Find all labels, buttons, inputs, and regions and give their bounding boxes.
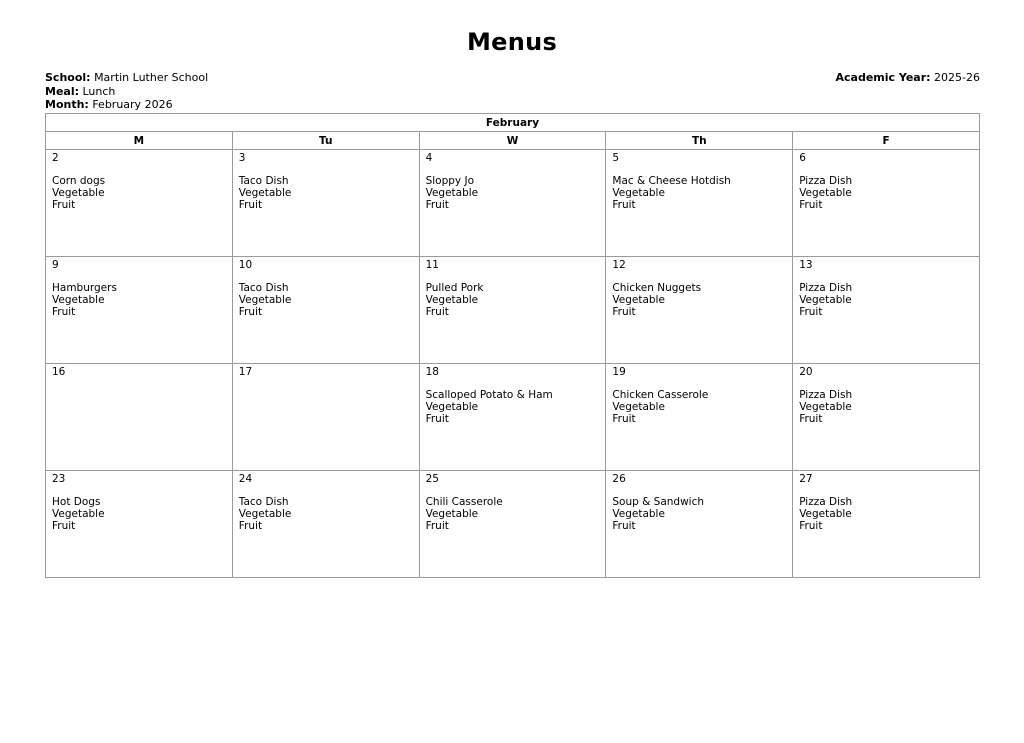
menu-item: Pizza Dish [799, 282, 853, 295]
menu-item: Fruit [425, 412, 449, 425]
day-cell [793, 471, 980, 578]
day-number: 23 [52, 473, 66, 485]
day-number: 17 [238, 366, 253, 378]
menu-item: Fruit [52, 198, 76, 211]
day-number: 4 [425, 152, 433, 164]
menu-item: Mac & Cheese Hotdish [612, 175, 731, 188]
day-number: 3 [238, 152, 246, 164]
menu-item: Fruit [238, 519, 263, 532]
menu-item: Taco Dish [238, 175, 289, 188]
weekday-header: W [419, 132, 606, 150]
menu-item: Fruit [612, 412, 636, 425]
day-number: 13 [799, 259, 813, 271]
menu-item: Vegetable [612, 507, 665, 520]
menu-item: Pizza Dish [799, 175, 853, 188]
menu-item: Hot Dogs [52, 496, 101, 509]
weekday-header: M [46, 132, 233, 150]
day-cell [419, 150, 606, 257]
day-number: 6 [799, 152, 806, 164]
menu-item: Chili Casserole [425, 496, 503, 509]
menu-item: Scalloped Potato & Ham [425, 389, 553, 402]
day-cell [606, 471, 793, 578]
menu-item: Pizza Dish [799, 389, 853, 402]
day-cell [419, 257, 606, 364]
menu-item: Vegetable [799, 293, 852, 306]
day-number: 25 [425, 473, 439, 485]
day-cell [793, 257, 980, 364]
weekday-header: F [793, 132, 980, 150]
menu-calendar [45, 113, 980, 578]
day-number: 18 [425, 366, 439, 378]
menu-item: Fruit [52, 305, 76, 318]
day-cell [232, 257, 419, 364]
day-cell [46, 471, 233, 578]
school-label: School: [45, 71, 91, 84]
day-cell [46, 150, 233, 257]
meal-label: Meal: [45, 84, 79, 98]
day-number: 20 [799, 366, 813, 378]
meal-value: Lunch [82, 84, 116, 98]
week-row [46, 471, 980, 578]
menu-item: Fruit [612, 198, 636, 211]
day-number: 12 [612, 259, 626, 271]
menu-info [45, 71, 208, 112]
day-cell [606, 150, 793, 257]
menu-item: Pulled Pork [425, 282, 484, 295]
menu-item: Pizza Dish [799, 496, 853, 509]
menu-item: Vegetable [799, 186, 852, 199]
menu-item: Corn dogs [52, 175, 106, 188]
day-cell [419, 364, 606, 471]
day-number: 11 [425, 259, 439, 271]
menu-item: Chicken Casserole [612, 389, 709, 402]
calendar-body [46, 150, 980, 578]
menu-item: Fruit [799, 412, 823, 425]
day-number: 27 [799, 473, 813, 485]
day-cell [46, 364, 233, 471]
menu-item: Vegetable [425, 186, 479, 199]
day-number: 5 [612, 152, 620, 164]
menu-item: Vegetable [799, 507, 852, 520]
school-value: Martin Luther School [94, 71, 209, 84]
day-cell [232, 364, 419, 471]
weekday-header: Th [606, 132, 793, 150]
day-number: 9 [52, 259, 59, 271]
menu-item: Vegetable [238, 186, 292, 199]
menu-item: Vegetable [52, 186, 105, 199]
month-row [45, 98, 208, 112]
week-row [46, 150, 980, 257]
menu-item: Vegetable [612, 293, 665, 306]
menu-item: Vegetable [238, 507, 292, 520]
menu-item: Fruit [238, 198, 263, 211]
day-cell [793, 150, 980, 257]
day-cell [232, 150, 419, 257]
day-cell [606, 257, 793, 364]
academic-year [835, 71, 980, 85]
day-cell [793, 364, 980, 471]
day-number: 26 [612, 473, 626, 485]
menu-item: Sloppy Jo [425, 175, 475, 188]
menu-item: Fruit [799, 198, 823, 211]
week-row [46, 364, 980, 471]
menu-item: Taco Dish [238, 282, 289, 295]
menu-item: Fruit [425, 198, 449, 211]
menu-item: Vegetable [238, 293, 292, 306]
menu-item: Soup & Sandwich [612, 496, 705, 509]
weekday-header-row [46, 132, 980, 150]
menu-item: Fruit [425, 519, 449, 532]
day-number: 24 [238, 473, 253, 485]
menu-item: Fruit [52, 519, 76, 532]
menu-item: Taco Dish [238, 496, 289, 509]
menu-item: Vegetable [52, 507, 105, 520]
day-number: 10 [238, 259, 253, 271]
school-row [45, 71, 208, 85]
weekday-header: Tu [232, 132, 419, 150]
menu-item: Vegetable [612, 400, 665, 413]
menu-item: Fruit [799, 305, 823, 318]
month-value: February 2026 [92, 98, 173, 111]
academic-year-label: Academic Year: [835, 71, 931, 84]
menu-item: Fruit [799, 519, 823, 532]
day-cell [232, 471, 419, 578]
menu-item: Fruit [612, 305, 636, 318]
menu-item: Vegetable [425, 293, 479, 306]
menu-item: Vegetable [799, 400, 852, 413]
menu-item: Vegetable [425, 507, 479, 520]
day-cell [419, 471, 606, 578]
day-number: 2 [52, 152, 59, 164]
day-cell [606, 364, 793, 471]
academic-year-value: 2025-26 [934, 71, 980, 84]
week-row [46, 257, 980, 364]
menu-item: Fruit [612, 519, 636, 532]
menu-item: Vegetable [52, 293, 105, 306]
day-number: 16 [52, 366, 66, 378]
page-title: Menus [466, 28, 558, 56]
menu-item: Fruit [238, 305, 263, 318]
menu-item: Chicken Nuggets [612, 282, 702, 295]
menu-item: Vegetable [425, 400, 479, 413]
menu-item: Vegetable [612, 186, 665, 199]
meal-row [45, 85, 208, 99]
menu-item: Fruit [425, 305, 449, 318]
day-number: 19 [612, 366, 626, 378]
calendar-month-header: February [46, 114, 980, 132]
month-label: Month: [45, 98, 89, 111]
menu-item: Hamburgers [52, 282, 117, 295]
day-cell [46, 257, 233, 364]
